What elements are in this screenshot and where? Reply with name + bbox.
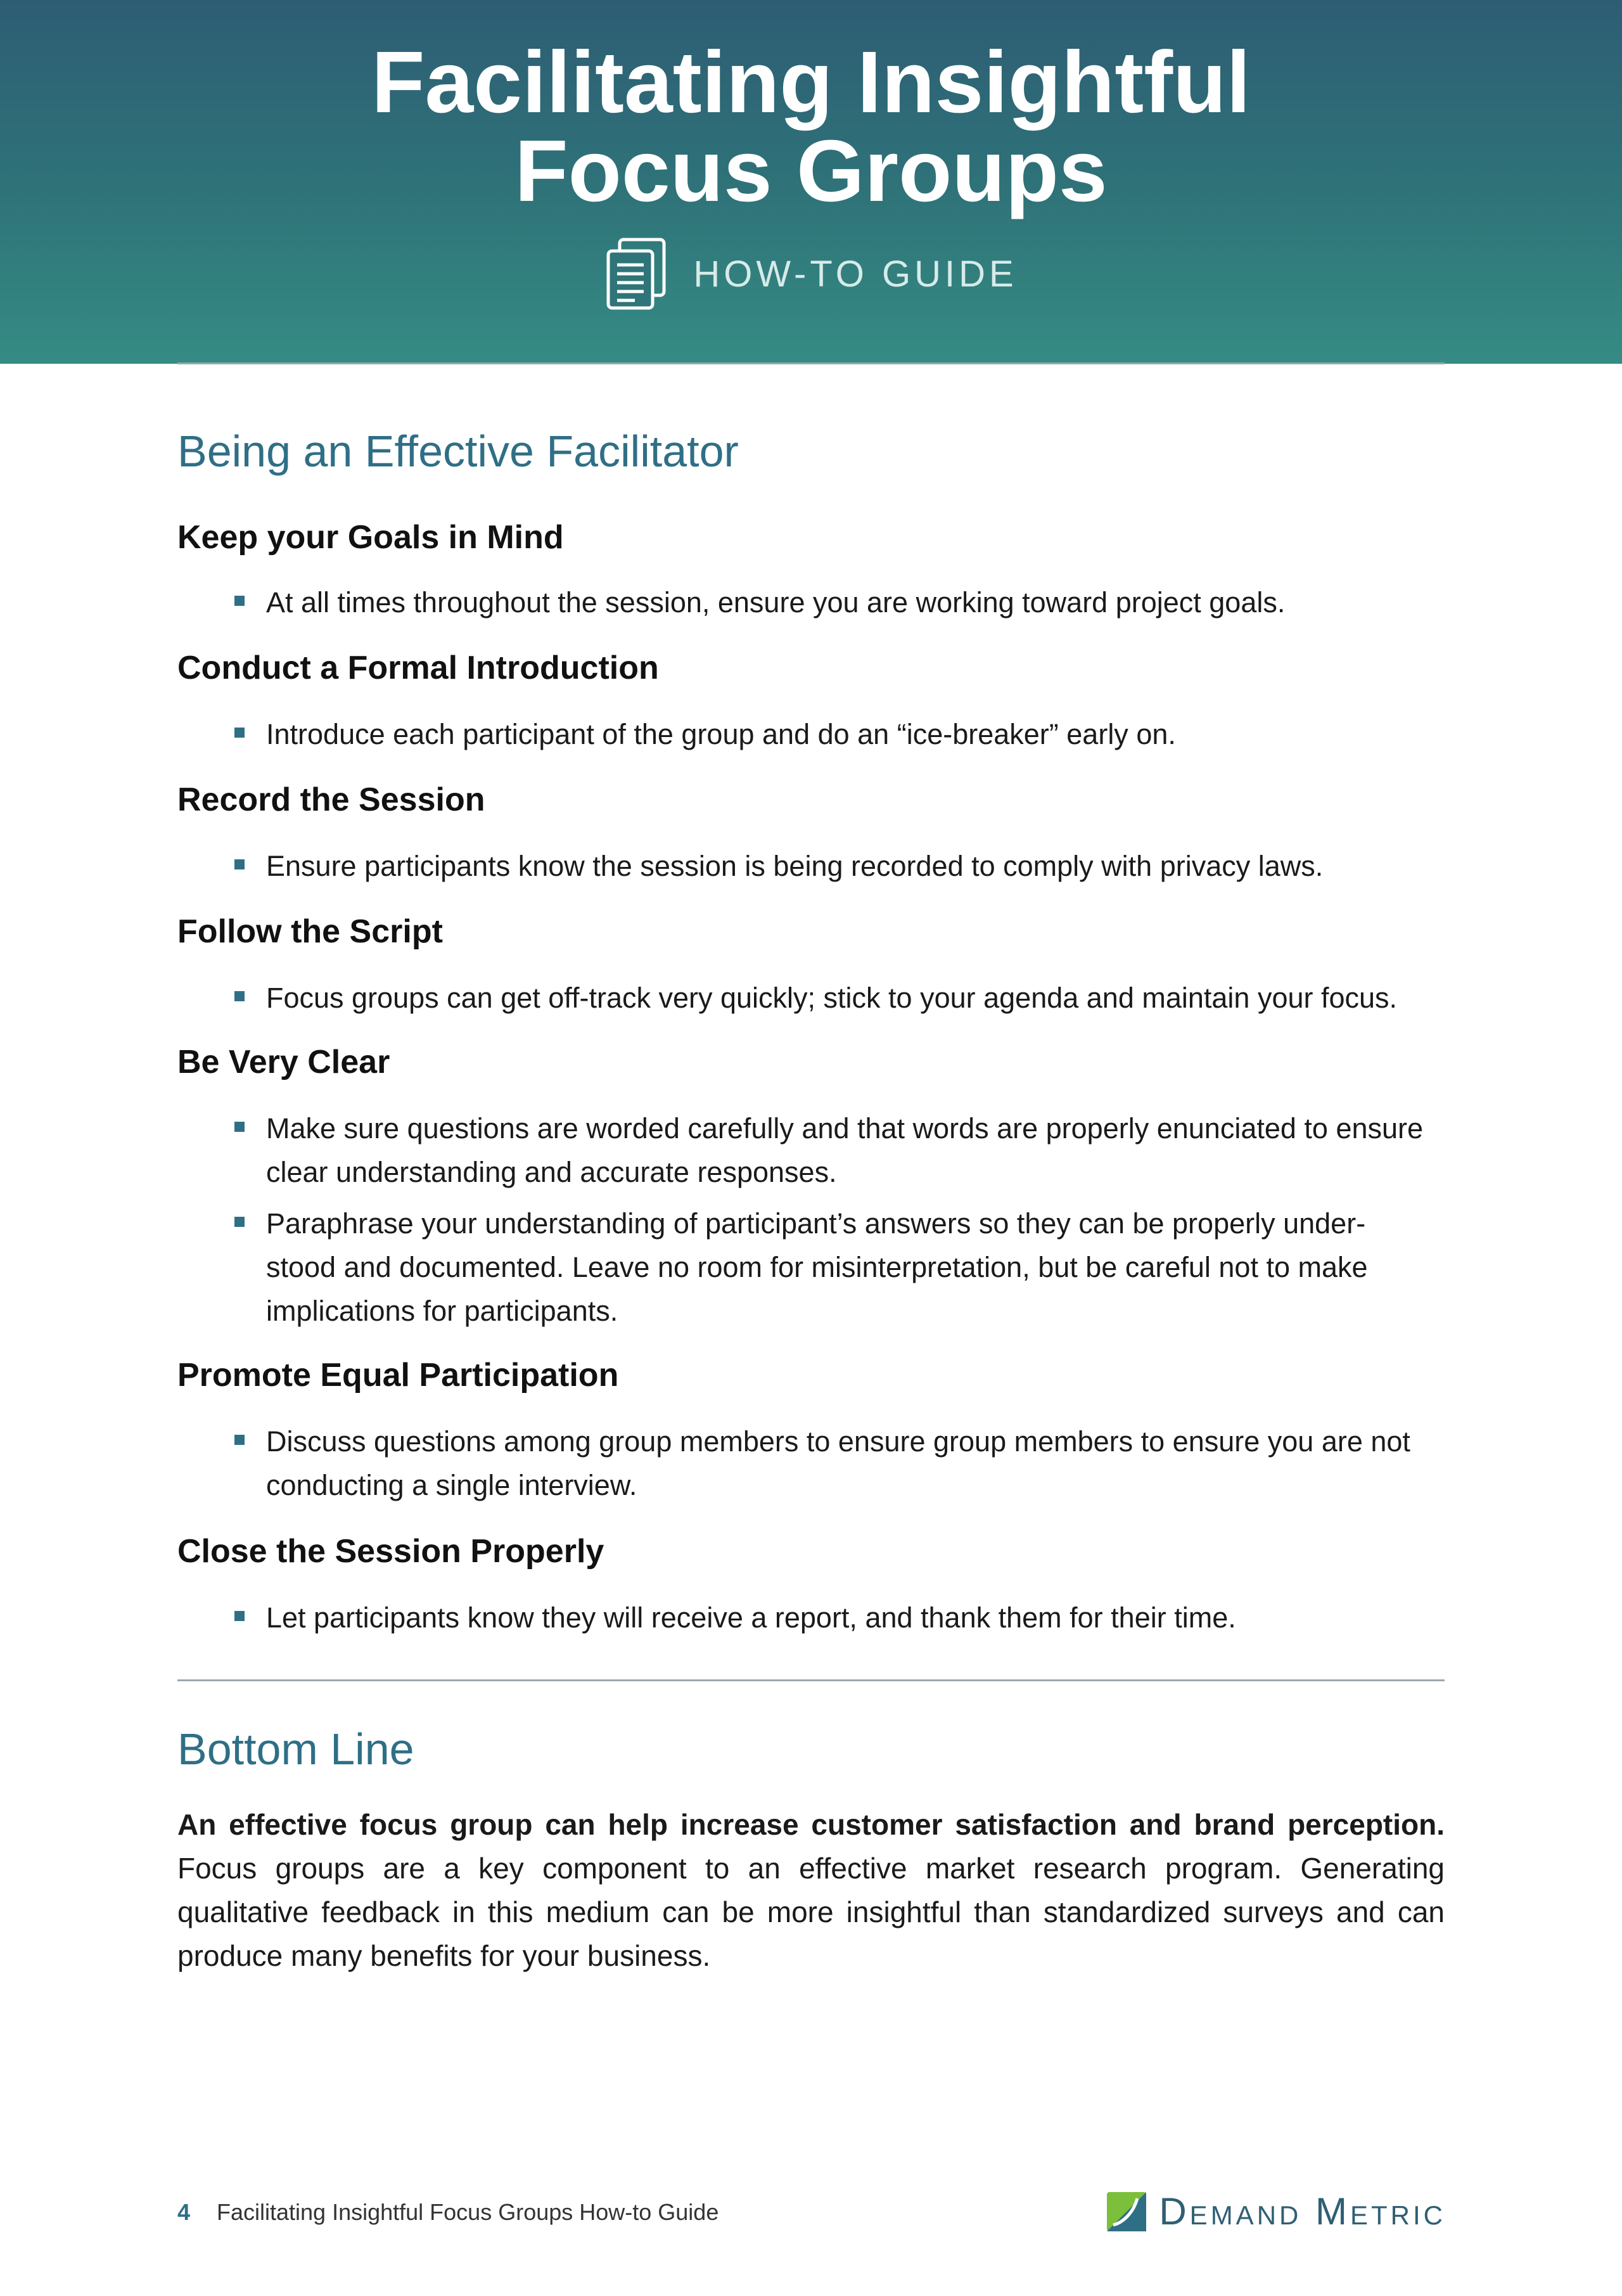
brand — [1106, 2190, 1446, 2233]
list-item — [266, 1106, 1426, 1194]
bullet-square-icon — [234, 1435, 245, 1445]
guide-label: HOW-TO GUIDE — [693, 253, 1018, 295]
subhead-introduction: Conduct a Formal Introduction — [177, 650, 659, 686]
bullet-text: Ensure participants know the session is being recorded to comply with privacy laws. — [266, 850, 1324, 882]
bullet-square-icon — [234, 859, 245, 869]
bottom-line-lead: An effective focus group can help increase customer satisfaction and brand perception. — [177, 1808, 1445, 1841]
subhead-script: Follow the Script — [177, 913, 443, 950]
bullet-square-icon — [234, 1217, 245, 1227]
document-icon — [604, 237, 668, 311]
bullet-text: Focus groups can get off-track very quickly; stick to your agenda and maintain your focus. — [266, 982, 1398, 1014]
bullet-square-icon — [234, 1611, 245, 1621]
bottom-line-paragraph — [177, 1803, 1445, 1978]
subhead-record: Record the Session — [177, 781, 485, 818]
page-number: 4 — [177, 2199, 191, 2225]
list-item — [266, 1420, 1426, 1507]
bullet-text: At all times throughout the session, ensure you are working toward project goals. — [266, 586, 1286, 619]
bullet-square-icon — [234, 991, 245, 1001]
list-item — [266, 844, 1426, 888]
section-divider — [177, 1679, 1445, 1681]
bullet-text: Introduce each participant of the group and do an “ice-breaker” early on. — [266, 718, 1176, 750]
list-item — [266, 1596, 1426, 1639]
bullet-text: Make sure questions are worded carefully and that words are properly enunciated to ensure clear understanding and accurate responses. — [266, 1112, 1424, 1188]
subhead-close: Close the Session Properly — [177, 1533, 604, 1570]
bullet-text: Paraphrase your understanding of participant’s answers so they can be properly under- stood and documented. Leave no room for misinterpretation, but be careful not to make implications for participants. — [266, 1207, 1368, 1327]
brand-name: Demand Metric — [1159, 2190, 1446, 2233]
title-line-2: Focus Groups — [514, 122, 1108, 220]
section-title-bottom-line: Bottom Line — [177, 1724, 414, 1774]
list-item — [266, 580, 1426, 624]
header-divider — [177, 362, 1445, 364]
demand-metric-logo — [1106, 2191, 1147, 2233]
list-item — [266, 1202, 1426, 1333]
guide-label-row — [0, 236, 1622, 312]
list-item — [266, 712, 1426, 756]
bottom-line-body: Focus groups are a key component to an effective market research program. Generating qualitative feedback in this medium can be more insightful than standardized surveys and can produce many benefits for your business. — [177, 1852, 1445, 1972]
header-banner — [0, 0, 1622, 364]
bullet-square-icon — [234, 1122, 245, 1132]
bullet-text: Let participants know they will receive a report, and thank them for their time. — [266, 1601, 1236, 1634]
subhead-clear: Be Very Clear — [177, 1044, 390, 1081]
list-item — [266, 976, 1426, 1020]
bullet-text: Discuss questions among group members to ensure group members to ensure you are not conducting a single interview. — [266, 1425, 1410, 1501]
bullet-square-icon — [234, 728, 245, 738]
page-title — [0, 34, 1622, 220]
subhead-goals: Keep your Goals in Mind — [177, 519, 564, 556]
title-line-1: Facilitating Insightful — [371, 34, 1251, 131]
bullet-square-icon — [234, 596, 245, 606]
subhead-participation: Promote Equal Participation — [177, 1357, 619, 1394]
section-title-facilitator: Being an Effective Facilitator — [177, 426, 739, 476]
footer-doc-title: Facilitating Insightful Focus Groups How-to Guide — [217, 2199, 719, 2225]
